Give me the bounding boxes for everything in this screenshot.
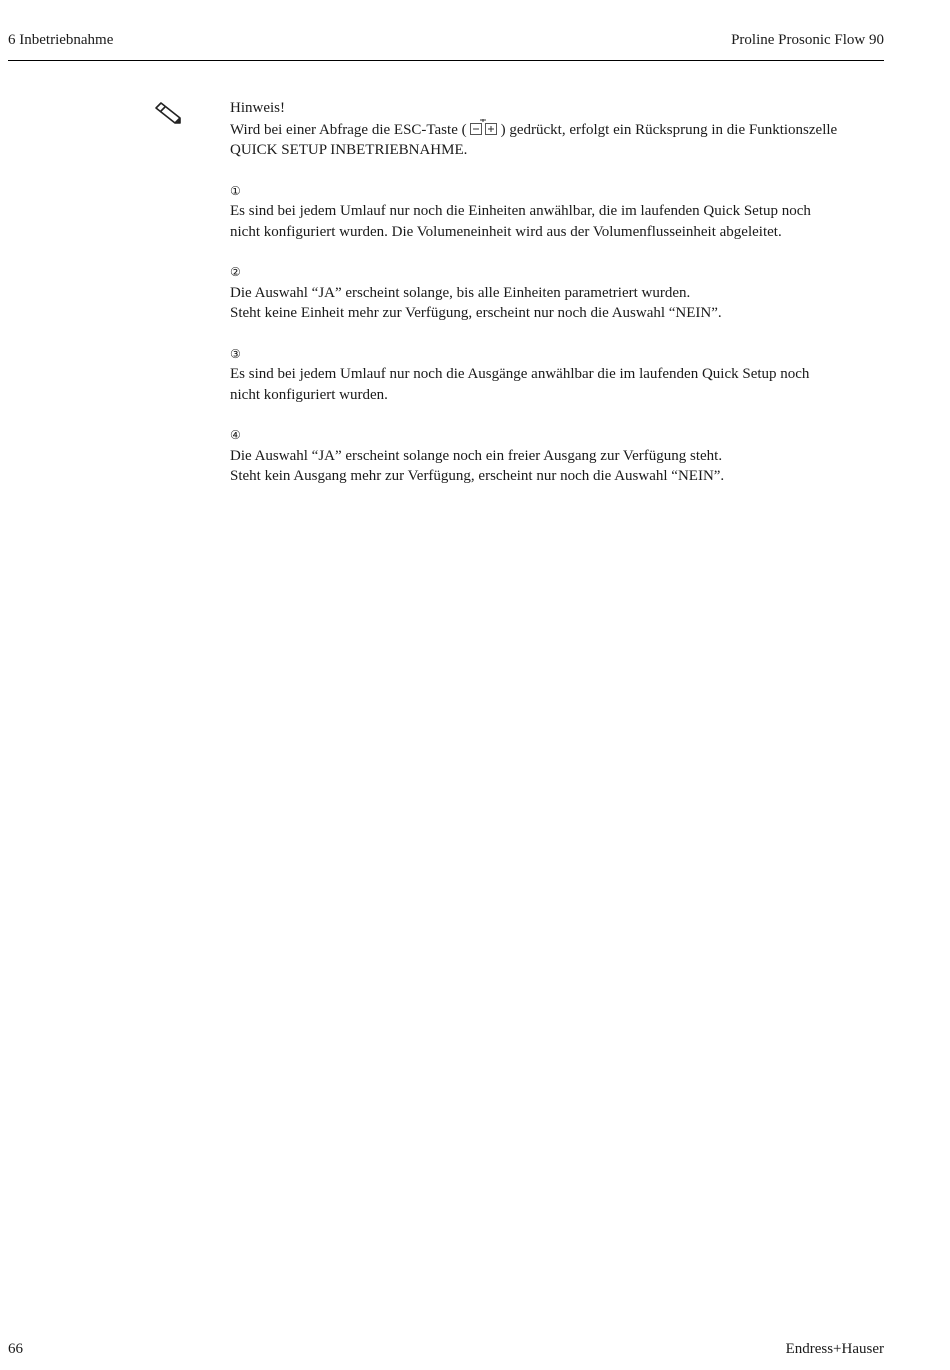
footnote-marker: ③ xyxy=(230,346,241,361)
footnote-item-1 xyxy=(230,181,890,243)
footnote-line: nicht konfiguriert wurden. Die Volumeneinheit wird aus der Volumenflusseinheit abgeleitet. xyxy=(230,223,782,240)
footnote-line: Es sind bei jedem Umlauf nur noch die Einheiten anwählbar, die im laufenden Quick Setup noch xyxy=(230,203,811,219)
footnote-marker: ② xyxy=(230,265,241,279)
chapter-title: 6 Inbetriebnahme xyxy=(8,32,114,48)
brand-name: Endress+Hauser xyxy=(785,1341,884,1357)
note-text-line2: QUICK SETUP INBETRIEBNAHME. xyxy=(230,142,468,158)
footnote-line: nicht konfiguriert wurden. xyxy=(230,386,388,403)
footnote-line: Es sind bei jedem Umlauf nur noch die Ausgänge anwählbar die im laufenden Quick Setup noch xyxy=(230,366,810,382)
footnote-line: Steht kein Ausgang mehr zur Verfügung, erscheint nur noch die Auswahl “NEIN”. xyxy=(230,468,725,484)
footnote-line: Die Auswahl “JA” erscheint solange, bis alle Einheiten parametriert wurden. xyxy=(230,284,691,301)
page-number: 66 xyxy=(8,1341,23,1357)
footnote-item-4 xyxy=(230,425,890,487)
footnote-line: Steht keine Einheit mehr zur Verfügung, erscheint nur noch die Auswahl “NEIN”. xyxy=(230,305,722,321)
footnote-item-2 xyxy=(230,262,890,324)
product-name: Proline Prosonic Flow 90 xyxy=(731,32,884,48)
esc-key-icon xyxy=(469,119,499,137)
footnote-marker: ① xyxy=(230,183,241,198)
note-block xyxy=(230,98,890,161)
page-header xyxy=(8,32,884,52)
note-text-after-key: ) gedrückt, erfolgt ein Rücksprung in die Funktionszelle xyxy=(500,121,838,138)
pencil-note-icon xyxy=(152,98,186,128)
footnote-line: Die Auswahl “JA” erscheint solange noch ein freier Ausgang zur Verfügung steht. xyxy=(230,447,723,464)
note-title: Hinweis! xyxy=(230,100,285,116)
header-divider xyxy=(8,60,884,61)
footnote-marker: ④ xyxy=(230,428,241,442)
footnote-item-3 xyxy=(230,344,890,406)
page-footer xyxy=(8,1341,884,1361)
note-content xyxy=(230,98,890,507)
note-text xyxy=(230,119,890,141)
note-text-before-key: Wird bei einer Abfrage die ESC-Taste ( xyxy=(230,121,467,138)
